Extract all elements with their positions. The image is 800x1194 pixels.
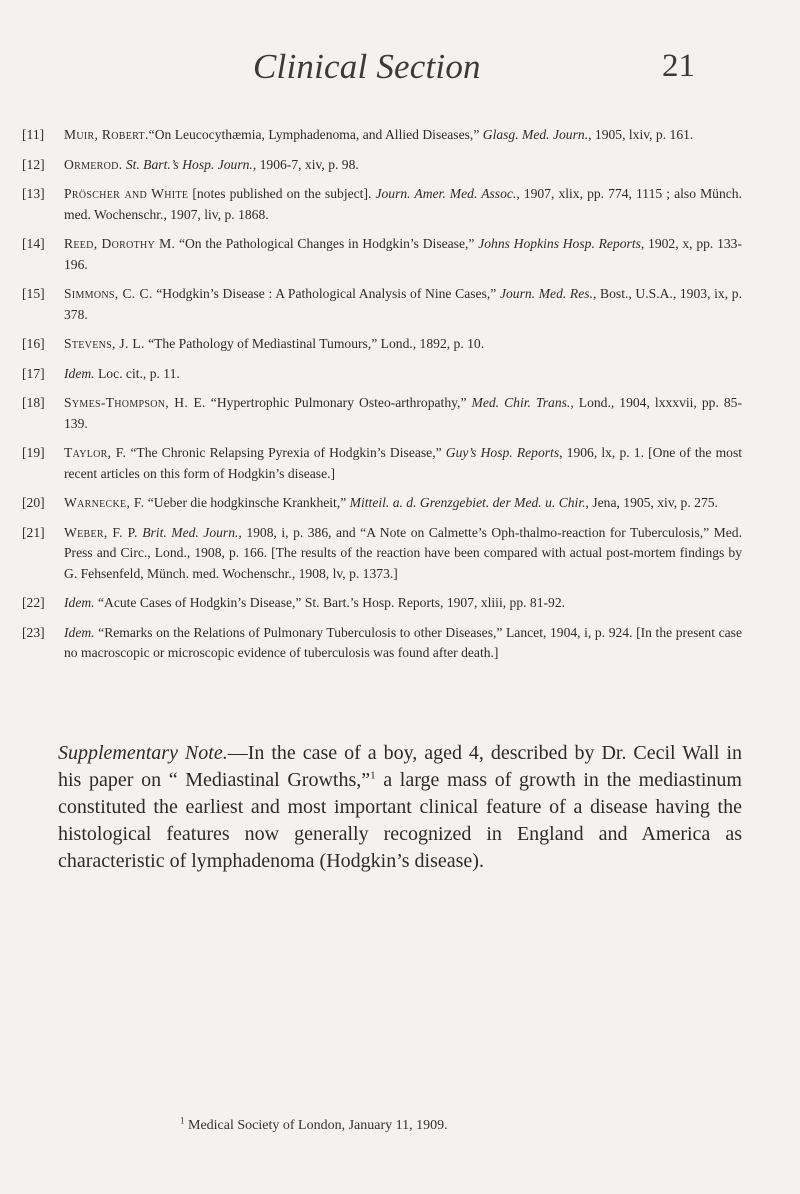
reference-item <box>22 184 742 225</box>
reference-details: “Remarks on the Relations of Pulmonary Tuberculosis to other Diseases,” Lancet, 1904, i, p. 924. [In the present case no macroscopic or microscopic evidence of tuberculosis was found after death.] <box>64 624 742 660</box>
page-number: 21 <box>662 48 695 84</box>
reference-item <box>22 393 742 434</box>
reference-details: , 1907, xlix, pp. 774, 1115 ; also Münch. med. Wochenschr., 1907, liv, p. 1868. <box>64 186 743 222</box>
reference-details: “Acute Cases of Hodgkin’s Disease,” St. Bart.’s Hosp. Reports, 1907, xliii, pp. 81-92. <box>94 595 566 610</box>
reference-journal: Idem. <box>64 365 95 381</box>
reference-item <box>22 443 742 484</box>
reference-journal: St. Bart.’s Hosp. Journ. <box>125 156 253 172</box>
reference-journal: Guy’s Hosp. Reports <box>445 445 560 460</box>
reference-title: [notes published on the subject]. <box>188 186 376 201</box>
reference-number: [12] <box>22 156 45 172</box>
reference-author: Simmons, C. C. <box>64 286 153 301</box>
reference-number: [14] <box>22 236 45 251</box>
reference-item <box>22 125 742 146</box>
reference-details: , Jena, 1905, xiv, p. 275. <box>585 495 718 510</box>
footnote-mark: 1 <box>370 769 376 782</box>
reference-title: “The Chronic Relapsing Pyrexia of Hodgkin’s Disease,” <box>126 445 446 460</box>
reference-journal: Journ. Med. Res. <box>499 286 593 301</box>
reference-author: Muir, Robert. <box>64 127 149 142</box>
reference-number: [13] <box>22 186 45 201</box>
reference-journal: Journ. Amer. Med. Assoc. <box>375 186 517 201</box>
footnote-number: 1 <box>180 1115 185 1126</box>
reference-item <box>22 523 742 585</box>
reference-journal: Brit. Med. Journ. <box>142 524 239 540</box>
reference-journal: Johns Hopkins Hosp. Reports <box>478 236 641 251</box>
reference-title: “On the Pathological Changes in Hodgkin’s Disease,” <box>175 236 479 251</box>
reference-author: Stevens, J. L. <box>64 336 145 351</box>
reference-item <box>22 493 742 514</box>
reference-number: [19] <box>22 445 45 460</box>
reference-author: Pröscher and White <box>64 186 189 201</box>
reference-author: Ormerod. <box>64 156 123 172</box>
footnote <box>180 1115 448 1134</box>
reference-number: [21] <box>22 524 45 540</box>
reference-number: [11] <box>22 127 45 142</box>
reference-journal: Idem. <box>64 624 95 640</box>
reference-details: , 1908, i, p. 386, and “A Note on Calmette’s Oph-thalmo-reaction for Tuberculosis,” Med. Press and Circ., Lond., 1908, p. 166. [The results of the reaction have been compared with actual post-mortem findings by G. Fehsenfeld, Münch. med. Wochenschr., 1908, lv, p. 1373.] <box>64 524 742 581</box>
reference-number: [18] <box>22 395 45 410</box>
note-body-part-2: a large mass of growth in the mediastinum constituted the earliest and most important clinical feature of a disease having the histological features now generally recognized in England and America as characteristic of lymphadenoma (Hodgkin’s disease). <box>58 769 742 872</box>
reference-number: [15] <box>22 286 45 301</box>
reference-author: Reed, Dorothy M. <box>64 236 176 251</box>
reference-author: Taylor, F. <box>64 445 127 460</box>
reference-number: [23] <box>22 624 45 640</box>
reference-item <box>22 593 742 614</box>
note-body-part-1: —In the case of a boy, aged 4, described by Dr. Cecil Wall in his paper on “ Mediastinal Growths,” <box>58 742 742 791</box>
running-title: Clinical Section <box>253 47 481 86</box>
reference-title: “Hypertrophic Pulmonary Osteo-arthropathy,” <box>205 395 472 410</box>
reference-details: , 1906-7, xiv, p. 98. <box>252 156 359 172</box>
reference-title: “Ueber die hodgkinsche Krankheit,” <box>144 495 350 510</box>
reference-number: [17] <box>22 365 45 381</box>
reference-item <box>22 234 742 275</box>
reference-details: , 1906, lx, p. 1. [One of the most recent articles on this form of Hodgkin’s disease.] <box>64 445 743 481</box>
reference-details: , 1905, lxiv, p. 161. <box>588 127 694 142</box>
reference-item <box>22 364 742 385</box>
reference-author: Warnecke, F. <box>64 495 145 510</box>
reference-author: Weber, F. P. <box>64 524 138 540</box>
reference-journal: Mitteil. a. d. Grenzgebiet. der Med. u. Chir. <box>349 495 586 510</box>
reference-journal: Idem. <box>64 595 95 610</box>
reference-list <box>22 125 742 673</box>
reference-number: [20] <box>22 495 45 510</box>
footnote-text: Medical Society of London, January 11, 1909. <box>184 1118 448 1133</box>
reference-number: [22] <box>22 595 45 610</box>
reference-item <box>22 155 742 176</box>
reference-item <box>22 334 742 355</box>
reference-item <box>22 623 742 664</box>
reference-details: Loc. cit., p. 11. <box>94 365 180 381</box>
reference-title: “Hodgkin’s Disease : A Pathological Analysis of Nine Cases,” <box>152 286 500 301</box>
reference-details: , 1902, x, pp. 133-196. <box>64 236 743 272</box>
reference-details: , Lond., 1904, lxxxvii, pp. 85-139. <box>64 395 743 431</box>
reference-author: Symes-Thompson, H. E. <box>64 395 206 410</box>
reference-journal: Glasg. Med. Journ. <box>482 127 589 142</box>
note-lead: Supplementary Note. <box>58 742 228 764</box>
reference-journal: Med. Chir. Trans. <box>471 395 571 410</box>
supplementary-note <box>58 740 742 875</box>
reference-title: “The Pathology of Mediastinal Tumours,” Lond., 1892, p. 10. <box>144 336 485 351</box>
reference-item <box>22 284 742 325</box>
reference-number: [16] <box>22 336 45 351</box>
reference-title: “On Leucocythæmia, Lymphadenoma, and Allied Diseases,” <box>148 127 483 142</box>
reference-details: , Bost., U.S.A., 1903, ix, p. 378. <box>64 286 742 322</box>
